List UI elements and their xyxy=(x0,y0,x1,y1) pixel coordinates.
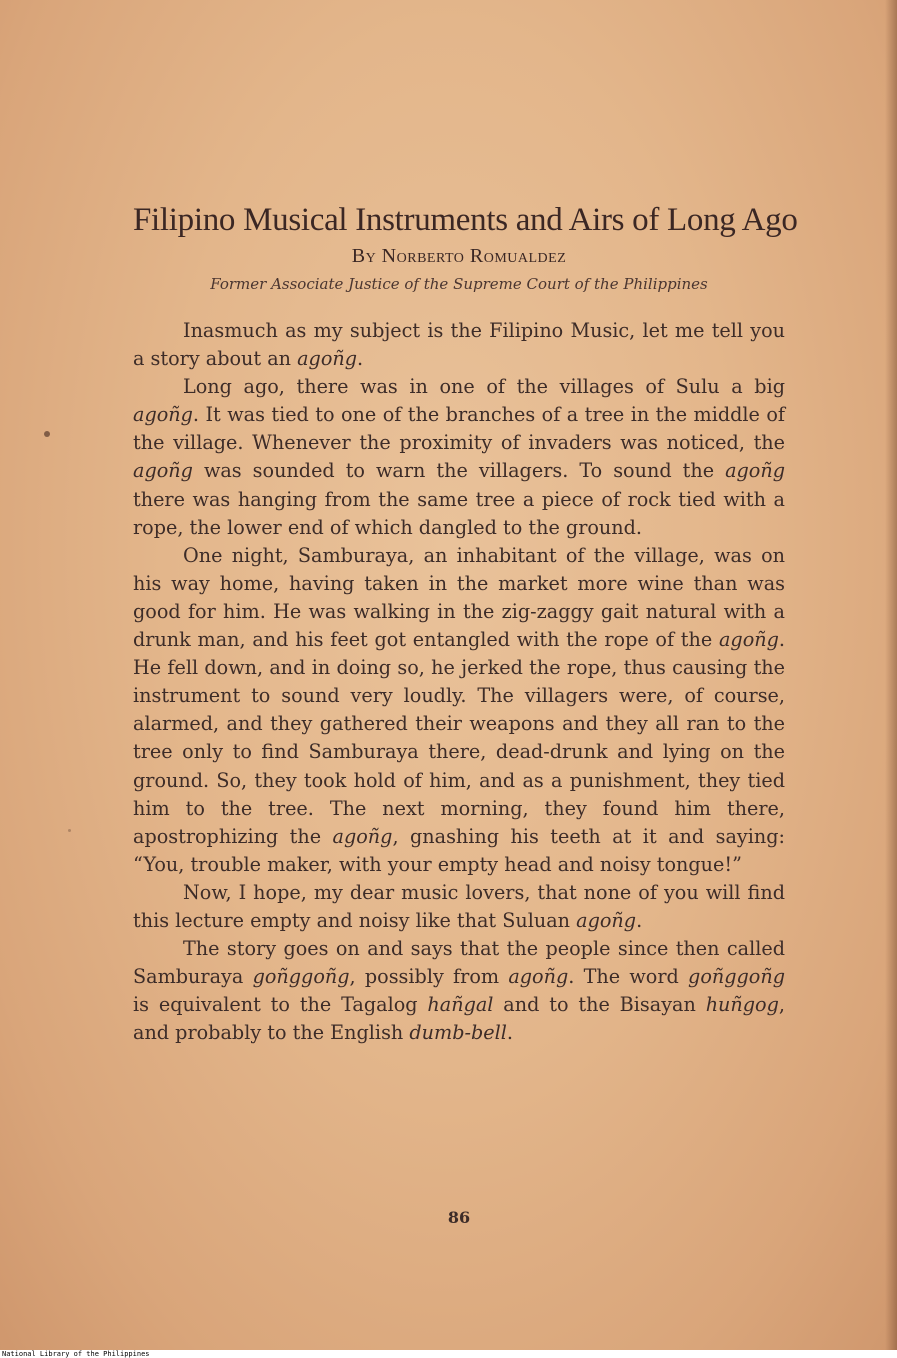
italic-term: agoñg xyxy=(725,459,785,483)
italic-term: agoñg xyxy=(133,459,193,483)
paper-speck xyxy=(44,431,50,437)
text-run: , gnashing his teeth at it and saying: “You, trouble maker, with your empty head and noisy tongue!” xyxy=(133,824,785,876)
text-run: . xyxy=(357,347,364,371)
paper-speck xyxy=(68,829,71,832)
author-affiliation: Former Associate Justice of the Supreme Court of the Philippines xyxy=(210,275,708,293)
text-run: there was hanging from the same tree a piece of rock tied with a rope, the lower end of which dangled to the ground. xyxy=(133,487,785,539)
paragraph xyxy=(133,373,785,542)
text-run: . He fell down, and in doing so, he jerked the rope, thus causing the instrument to sound very loudly. The villagers were, of course, alarmed, and they gathered their weapons and they all ran to the tree only to find Samburaya there, dead-drunk and lying on the ground. So, they took hold of him, and as a punishment, they tied him to the tree. The next morning, they found him there, apostrophizing the xyxy=(133,628,785,848)
library-credit: National Library of the Philippines xyxy=(2,1350,150,1358)
paragraph xyxy=(133,542,785,879)
italic-term: agoñg xyxy=(297,347,358,371)
italic-term: goñggoñg xyxy=(688,965,785,989)
text-run: The story goes on and says that the people since then called Samburaya xyxy=(133,937,785,989)
article-title: Filipino Musical Instruments and Airs of Long Ago xyxy=(133,202,798,238)
text-run: One night, Samburaya, an inhabitant of the village, was on his way home, having taken in the market more wine than was good for him. He was walking in the zig-zaggy gait natural with a drunk man, and his feet got entangled with the rope of the xyxy=(133,543,785,652)
text-run: . The word xyxy=(568,965,689,989)
page-edge-shadow xyxy=(885,0,897,1350)
text-run: , possibly from xyxy=(349,965,509,989)
italic-term: agoñg xyxy=(718,628,779,652)
text-run: Now, I hope, my dear music lovers, that none of you will find this lecture empty and noisy like that Suluan xyxy=(133,880,785,932)
italic-term: goñggoñg xyxy=(252,965,350,989)
italic-term: agoñg xyxy=(576,908,637,932)
text-run: . It was tied to one of the branches of a tree in the middle of the village. Whenever the proximity of invaders was noticed, the xyxy=(133,403,785,455)
page-number: 86 xyxy=(447,1208,471,1227)
paragraph xyxy=(133,935,785,1047)
footer-strip xyxy=(0,1350,897,1358)
article-body xyxy=(133,317,785,1047)
italic-term: dumb-bell xyxy=(409,1021,507,1045)
paragraph xyxy=(133,879,785,935)
text-run: Inasmuch as my subject is the Filipino Music, let me tell you a story about an xyxy=(133,319,785,371)
text-run: . xyxy=(506,1021,513,1045)
text-run: Long ago, there was in one of the villages of Sulu a big xyxy=(183,375,785,399)
author-byline: By Norberto Romualdez xyxy=(351,245,567,267)
italic-term: huñgog xyxy=(705,993,779,1017)
paragraph xyxy=(133,317,785,373)
text-run: and to the Bisayan xyxy=(493,993,706,1017)
italic-term: agoñg xyxy=(133,403,193,427)
text-run: , and probably to the English xyxy=(133,993,786,1045)
text-run: was sounded to warn the villagers. To sound the xyxy=(192,459,726,483)
italic-term: agoñg xyxy=(508,965,569,989)
italic-term: agoñg xyxy=(332,824,393,848)
italic-term: hañgal xyxy=(427,993,494,1017)
text-run: is equivalent to the Tagalog xyxy=(133,993,428,1017)
text-run: . xyxy=(636,908,643,932)
